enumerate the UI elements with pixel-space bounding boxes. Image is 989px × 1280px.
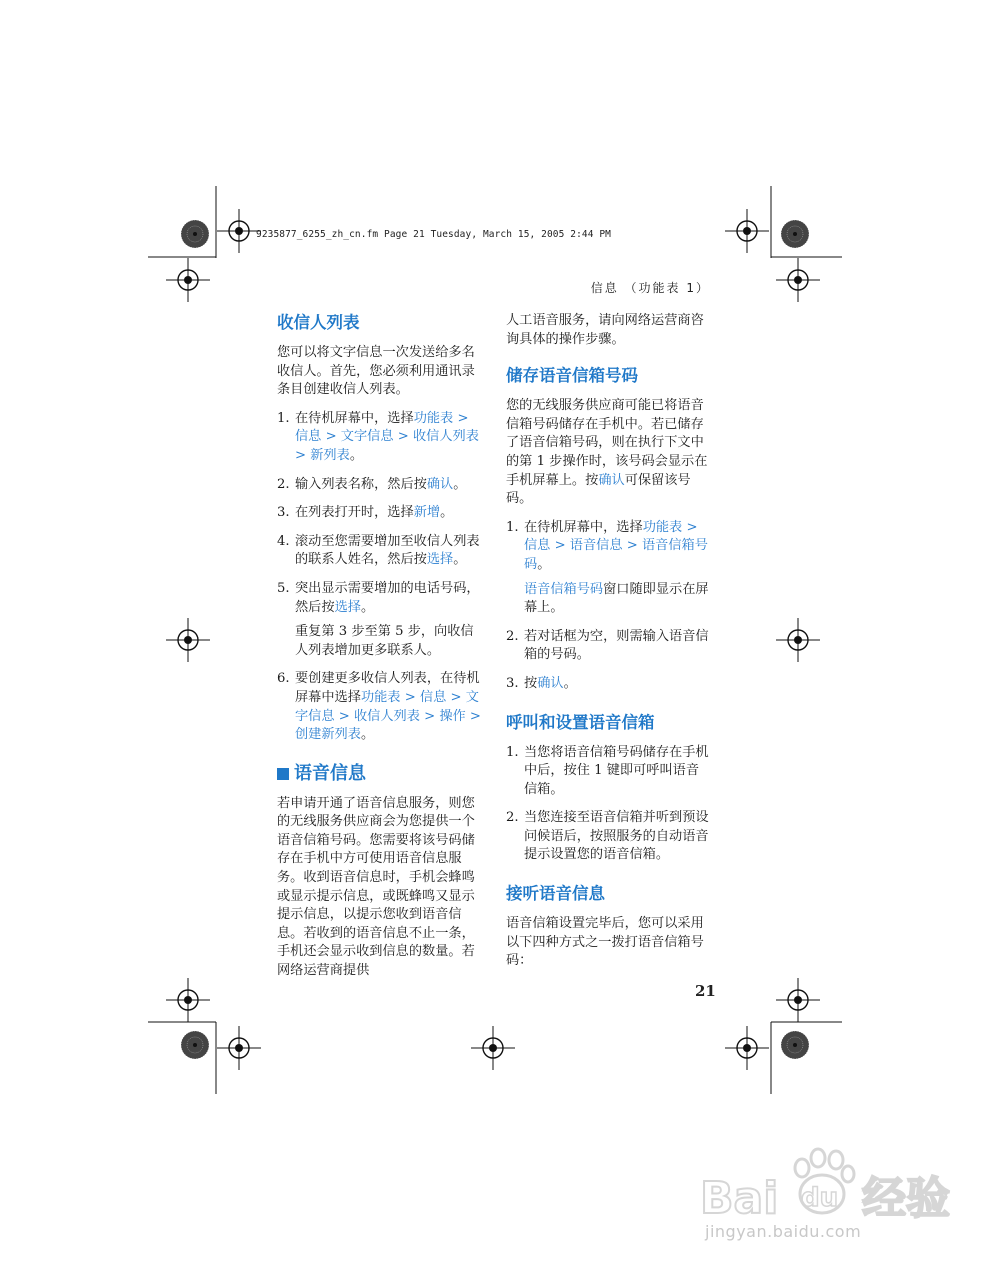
registration-mark: [166, 978, 210, 1022]
svg-text:经验: 经验: [862, 1173, 950, 1224]
step-number: 6.: [277, 671, 290, 687]
step-text: 突出显示需要增加的电话号码，然后按: [295, 580, 480, 615]
step-end: 。: [453, 476, 467, 492]
softkey-link: 选择: [426, 552, 454, 568]
section-title-recipient-list: 收信人列表: [277, 313, 360, 332]
svg-text:du: du: [801, 1183, 839, 1213]
softkey-link: 确认: [598, 472, 625, 488]
step-note: 语音信箱号码窗口随即显示在屏幕上。: [524, 581, 709, 616]
step-number: 5.: [277, 580, 290, 596]
softkey-link: 新增: [413, 505, 441, 521]
section-title-listen-voice-messages: 接听语音信息: [506, 884, 605, 904]
color-wheel-mark: [181, 220, 209, 248]
step-number: 2.: [277, 476, 290, 492]
registration-mark: [217, 209, 261, 253]
step-number: 3.: [506, 675, 519, 691]
step-end: 。: [563, 675, 577, 691]
step-end: 。: [349, 447, 363, 463]
softkey-link: 选择: [334, 599, 361, 615]
registration-mark: [776, 978, 820, 1022]
registration-mark: [166, 618, 210, 662]
step-number: 1.: [506, 519, 519, 535]
svg-text:Bai: Bai: [700, 1173, 779, 1224]
step-text: 若对话框为空，则需输入语音信箱的号码。: [524, 628, 709, 663]
menu-path-link: 功能表 > 信息 > 文字信息 > 收信人列表 > 操作 > 创建新列表: [295, 689, 481, 743]
step-end: 。: [537, 556, 551, 572]
step-text: 在待机屏幕中，选择: [295, 410, 414, 426]
step-number: 1.: [277, 410, 290, 426]
step-end: 。: [360, 727, 375, 743]
step-note: 重复第 3 步至第 5 步，向收信人列表增加更多联系人。: [295, 624, 474, 658]
section-title-save-voicemail-number: 储存语音信箱号码: [506, 366, 638, 386]
screen-name-link: 语音信箱号码: [524, 581, 604, 597]
step-text: 要创建更多收信人列表，在待机屏幕中选择: [295, 671, 480, 705]
continued-text: 人工语音服务，请向网络运营商咨询具体的操作步骤。: [506, 313, 704, 347]
step-text: 当您连接至语音信箱并听到预设问候语后，按照服务的自动语音提示设置您的语音信箱。: [524, 810, 709, 863]
registration-mark: [471, 1026, 515, 1070]
menu-path-link: 功能表 > 信息 > 文字信息 > 收信人列表 > 新列表: [295, 410, 479, 463]
step-number: 1.: [506, 744, 519, 760]
step-end: 。: [453, 552, 467, 568]
watermark-url: jingyan.baidu.com: [705, 1222, 862, 1241]
file-info-line: 9235877_6255_zh_cn.fm Page 21 Tuesday, March 15, 2005 2:44 PM: [256, 229, 611, 240]
registration-mark: [217, 1026, 261, 1070]
page-number: 21: [695, 982, 716, 1000]
listen-voice-messages-text: 语音信箱设置完毕后，您可以采用以下四种方式之一拨打语音信箱号码：: [506, 916, 704, 969]
step-number: 3.: [277, 505, 290, 521]
registration-mark: [725, 209, 769, 253]
registration-mark: [776, 258, 820, 302]
registration-mark: [725, 1026, 769, 1070]
registration-mark: [166, 258, 210, 302]
registration-mark: [776, 618, 820, 662]
running-head: 信息 （功能表 1）: [590, 281, 710, 295]
step-number: 2.: [506, 628, 519, 644]
voice-messages-text: 若申请开通了语音信息服务，则您的无线服务供应商会为您提供一个语音信箱号码。您需要将该号码储存在手机中方可使用语音信息服务。收到语音信息时，手机会蜂鸣或显示提示信息，或既蜂鸣又显示提示信息，以提示您收到语音信息。若收到的语音信息不止一条，手机还会显示收到信息的数量。若网络运营商提供: [277, 795, 475, 979]
step-end: 。: [440, 505, 454, 521]
step-number: 2.: [506, 810, 519, 826]
save-voicemail-intro: 您的无线服务供应商可能已将语音信箱号码储存在手机中。若已储存了语音信箱号码，则在执行下文中的第 1 步操作时，该号码会显示在手机屏幕上。按确认可保留该号码。: [506, 398, 708, 507]
menu-path-link: 功能表 > 信息 > 语音信息 > 语音信箱号码: [524, 519, 708, 572]
step-text: 输入列表名称，然后按: [295, 476, 427, 492]
step-text: 当您将语音信箱号码储存在手机中后，按住 1 键即可呼叫语音信箱。: [524, 744, 709, 797]
step-text: 滚动至您需要增加至收信人列表的联系人姓名，然后按: [295, 533, 480, 568]
section-title-text: 语音信息: [294, 762, 366, 784]
softkey-link: 确认: [537, 675, 564, 691]
step-text: 按: [524, 675, 538, 691]
color-wheel-mark: [781, 220, 809, 248]
recipient-list-intro: 您可以将文字信息一次发送给多名收信人。首先，您必须利用通讯录条目创建收信人列表。: [277, 345, 475, 398]
softkey-link: 确认: [426, 476, 454, 492]
step-end: 。: [360, 599, 375, 615]
step-text: 在待机屏幕中，选择: [524, 519, 643, 535]
color-wheel-mark: [181, 1031, 209, 1059]
step-text: 在列表打开时，选择: [295, 505, 414, 521]
color-wheel-mark: [781, 1031, 809, 1059]
step-number: 4.: [277, 533, 290, 549]
section-title-call-voicemail: 呼叫和设置语音信箱: [506, 712, 655, 732]
